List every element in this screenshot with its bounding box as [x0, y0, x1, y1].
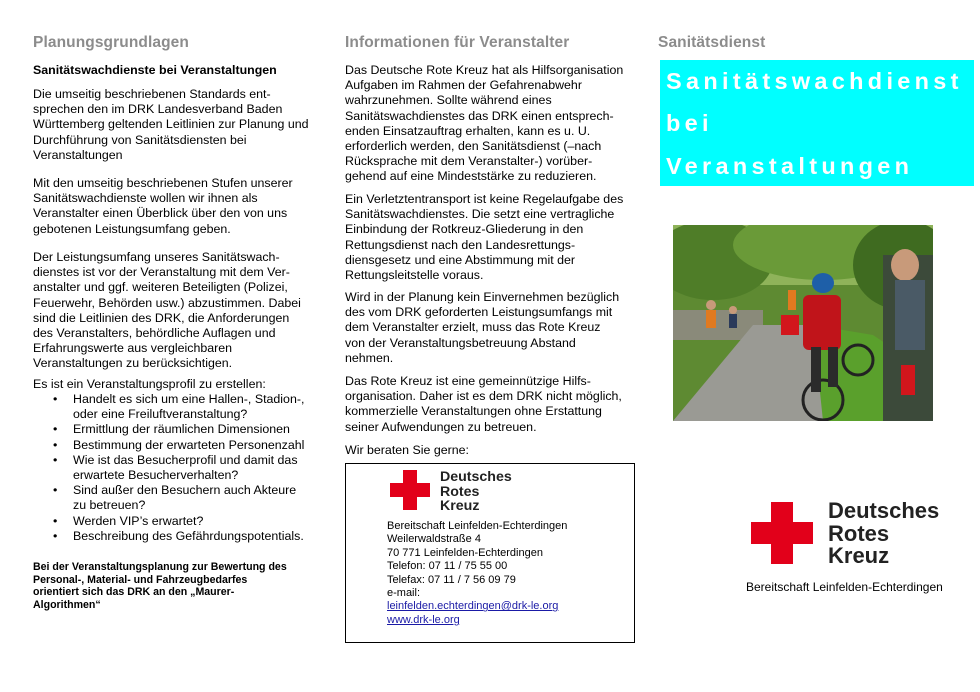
- banner-line-3: Veranstaltungen: [666, 153, 914, 179]
- banner-line-2: bei: [666, 110, 713, 136]
- profile-bullet-list: [33, 392, 325, 544]
- paragraph-scope: Der Leistungsumfang unseres Sanitätswach- dienstes ist vor der Veranstaltung mit dem Ver- anstalter und ggf. weiteren Beteiligten (Polizei, Feuerwehr, Behörden usw.) abzustimmen. Dabei sind die Leitlinien des DRK, die Anforderungen des Veranstalters, behördliche Auflagen und Erfahrungswerte aus vergleichbaren Veranstaltungen zu berücksichtigen.: [33, 250, 301, 371]
- paragraph-maurer-algorithmen: Bei der Veranstaltungsplanung zur Bewertung des Personal-, Material- und Fahrzeugbedarfes orientiert sich das DRK an den „Maurer- Algorithmen“: [33, 561, 287, 611]
- column-heading-informationen: Informationen für Veranstalter: [345, 34, 570, 51]
- photo-illustration: [673, 225, 933, 421]
- paragraph-transport: Ein Verletztentransport ist keine Regelaufgabe des Sanitätswachdienstes. Die setzt eine vertragliche Einbindung der Rotkreuz-Gliederung in den Rettungsdienst nach den Landesrettungs- diensgesetz und eine Abstimmung mit der Rettungsleitstelle voraus.: [345, 192, 624, 283]
- list-item: • Ermittlung der räumlichen Dimensionen: [73, 422, 325, 437]
- paragraph-einvernehmen: Wird in der Planung kein Einvernehmen bezüglich des vom DRK geforderten Leistungsumfangs mit dem Veranstalter erzielt, muss das Rote Kreuz von der Veranstaltungsbetreuung Abstand nehmen.: [345, 290, 620, 365]
- contact-email-label: e-mail:: [387, 587, 421, 600]
- paragraph-profile-intro: Es ist ein Veranstaltungsprofil zu erstellen:: [33, 377, 266, 391]
- list-item: • Beschreibung des Gefährdungspotentials.: [73, 529, 325, 544]
- drk-logo-small: [390, 470, 550, 512]
- section-title: Sanitätswachdienste bei Veranstaltungen: [33, 63, 277, 77]
- contact-city: 70 771 Leinfelden-Echterdingen: [387, 546, 543, 559]
- list-item: • Bestimmung der erwarteten Personenzahl: [73, 438, 325, 453]
- banner-line-1: Sanitätswachdienst: [666, 68, 963, 94]
- list-item: • Werden VIP’s erwartet?: [73, 514, 325, 529]
- list-item: • Wie ist das Besucherprofil und damit das erwartete Besucherverhalten?: [73, 453, 325, 483]
- column-heading-sanitaetsdienst: Sanitätsdienst: [658, 34, 766, 51]
- paragraph-overview: Mit den umseitig beschriebenen Stufen unserer Sanitätswachdienste wollen wir ihnen als Veranstalter einen Überblick über den von uns gebotenen Leistungsumfang geben.: [33, 176, 293, 236]
- drk-logo-large: [751, 498, 961, 572]
- contact-phone: Telefon: 07 11 / 75 55 00: [387, 560, 508, 573]
- contact-org: Bereitschaft Leinfelden-Echterdingen: [387, 520, 568, 532]
- title-banner: [660, 60, 974, 186]
- contact-box: [345, 463, 635, 643]
- website-link[interactable]: www.drk-le.org: [387, 613, 460, 626]
- column-heading-planungsgrundlagen: Planungsgrundlagen: [33, 34, 189, 51]
- list-item: • Sind außer den Besuchern auch Akteure zu betreuen?: [73, 483, 325, 513]
- logo-wordmark: Deutsches Rotes Kreuz: [440, 469, 512, 514]
- contact-street: Weilerwaldstraße 4: [387, 533, 481, 546]
- list-item: • Handelt es sich um eine Hallen-, Stadion-, oder eine Freiluftveranstaltung?: [73, 392, 325, 422]
- cyclist-photo: [673, 225, 933, 421]
- paragraph-aufgaben: Das Deutsche Rote Kreuz hat als Hilfsorganisation Aufgaben im Rahmen der Gefahrenabwehr wahrzunehmen. Sollte während eines Sanitätswachdienstes das DRK einen entsprech- enden Einsatzauftrag erhalten, kann es u. U. erforderlich werden, den Sanitätsdienst (–nach Rücksprache mit dem Veranstalter-) vorüber- gehend auf eine Mindeststärke zu reduzieren.: [345, 63, 624, 184]
- contact-details: [387, 520, 567, 627]
- paragraph-beratung: Wir beraten Sie gerne:: [345, 443, 469, 457]
- logo-wordmark: Deutsches Rotes Kreuz: [828, 498, 940, 568]
- unit-name: Bereitschaft Leinfelden-Echterdingen: [746, 580, 943, 594]
- paragraph-gemeinnuetzig: Das Rote Kreuz ist eine gemeinnützige Hilfs- organisation. Daher ist es dem DRK nicht möglich, kommerzielle Veranstaltungen ohne Erstattung seiner Aufwendungen zu betreuen.: [345, 374, 622, 434]
- paragraph-standards: Die umseitig beschriebenen Standards ent- sprechen den im DRK Landesverband Baden Württemberg geltenden Leitlinien zur Planung und Durchführung von Sanitätsdiensten bei Veranstaltungen: [33, 87, 309, 162]
- email-link[interactable]: leinfelden.echterdingen@drk-le.org: [387, 600, 559, 613]
- red-cross-icon: [751, 502, 813, 564]
- contact-fax: Telefax: 07 11 / 7 56 09 79: [387, 573, 516, 586]
- red-cross-icon: [390, 470, 430, 510]
